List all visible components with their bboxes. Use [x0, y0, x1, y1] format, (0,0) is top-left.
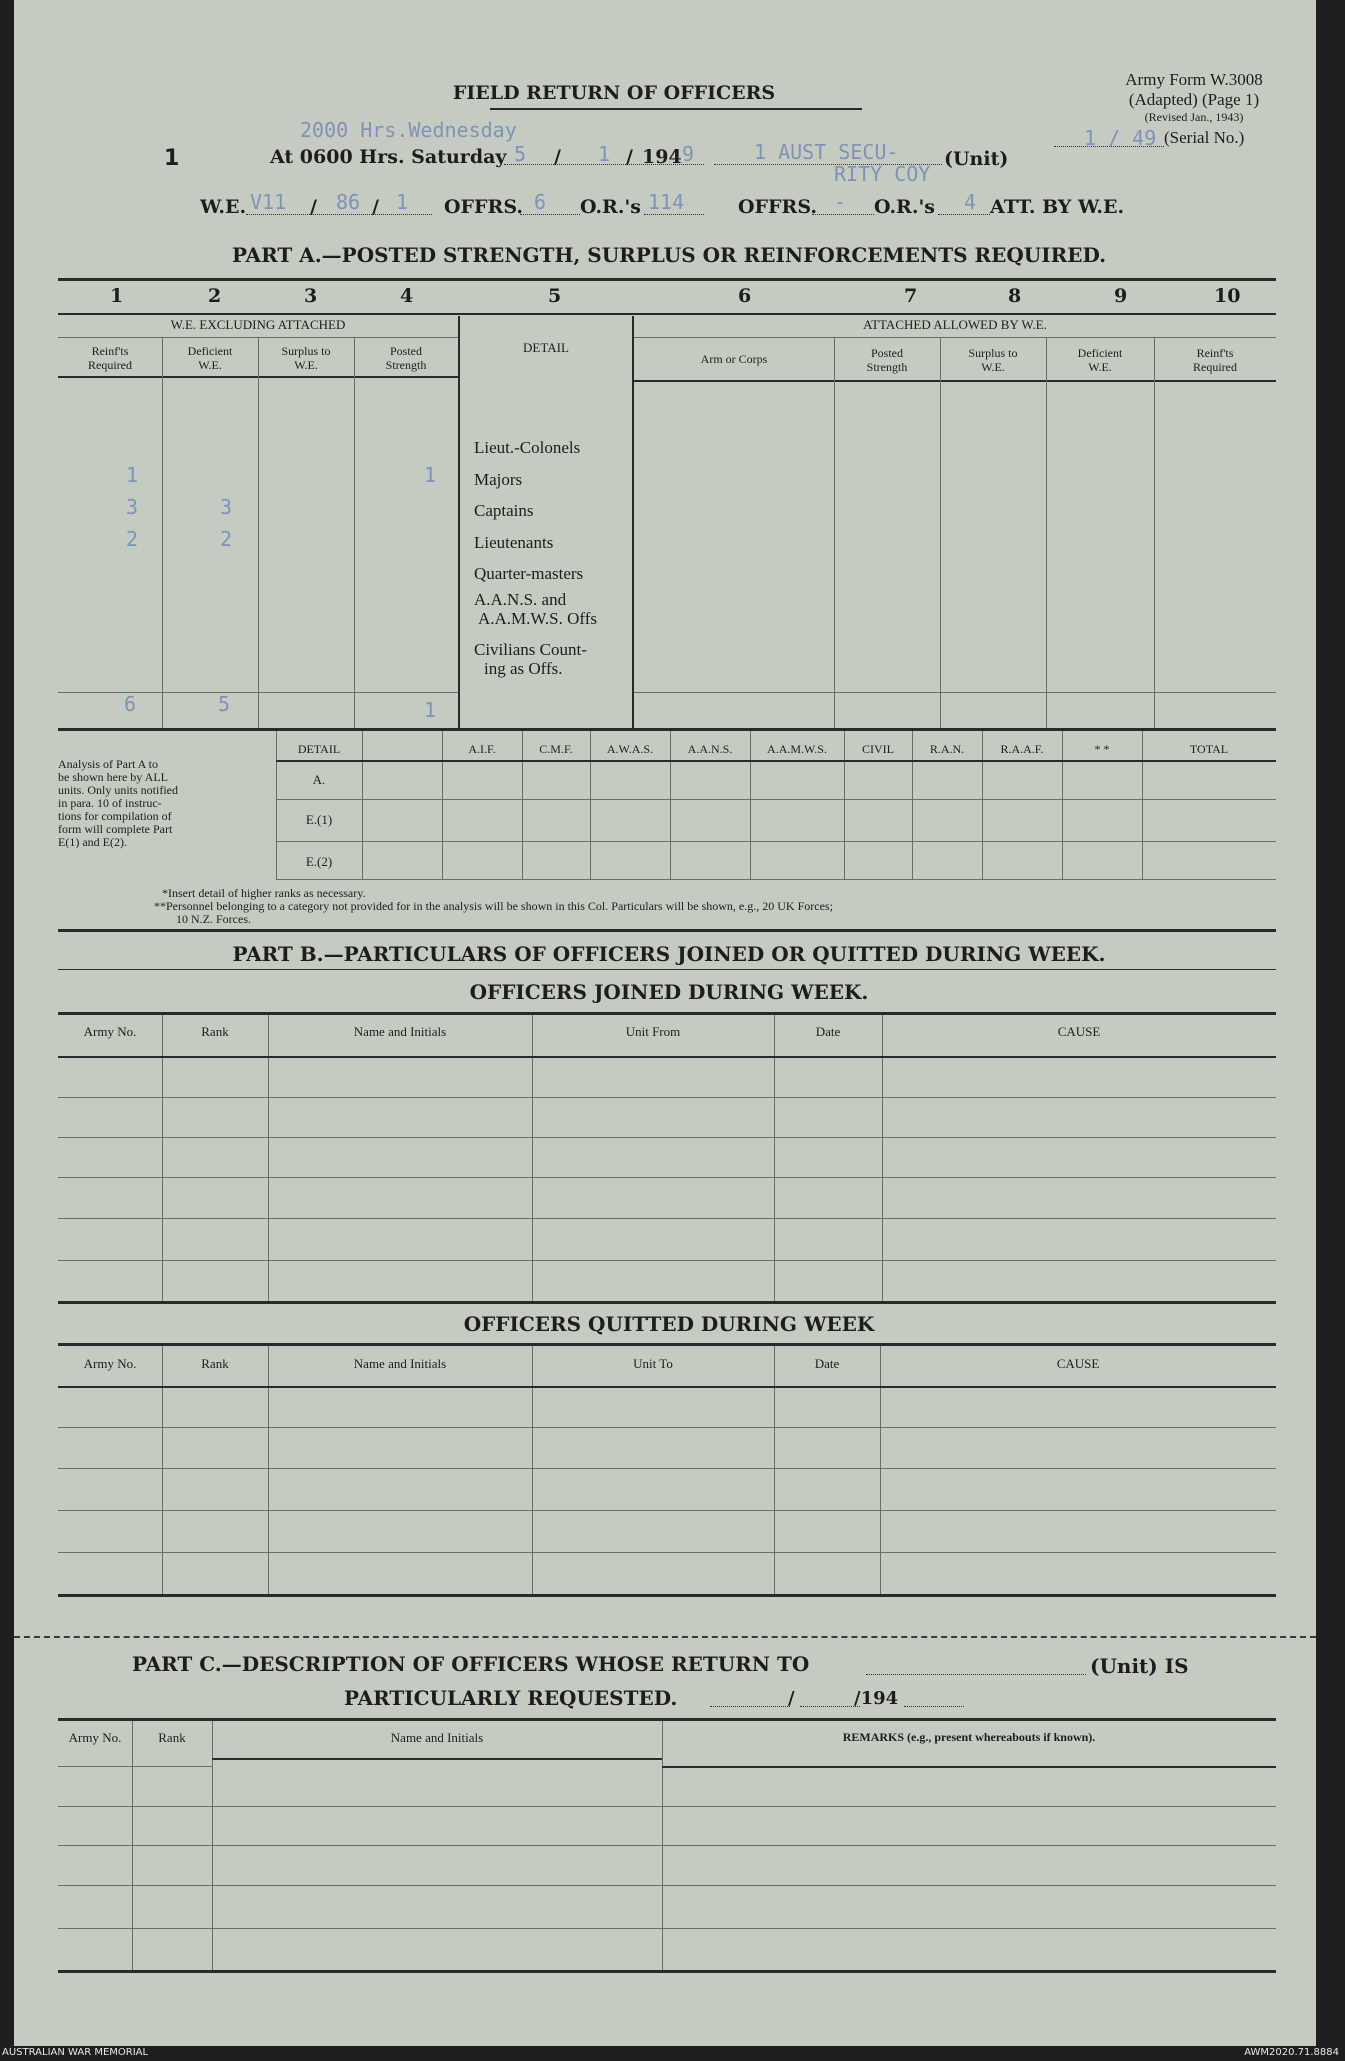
posted-header: Posted Strength [385, 344, 427, 372]
part-a-title: PART A.—POSTED STRENGTH, SURPLUS OR REINFORCEMENTS REQUIRED. [231, 243, 1107, 267]
day-value: 5 [514, 142, 527, 166]
detail-header: DETAIL [523, 340, 569, 355]
offrs-dots-2 [812, 214, 874, 215]
we-label: W.E. [200, 196, 247, 218]
analysis-row-e2: E.(2) [305, 854, 333, 869]
ranks-list: Lieut.-Colonels Majors Captains Lieutenants Quarter-masters [474, 438, 584, 583]
part-c-unit-is: (Unit) IS [1090, 1654, 1189, 1678]
joined-title: OFFICERS JOINED DURING WEEK. [469, 980, 869, 1004]
footnote-2: **Personnel belonging to a category not provided for in the analysis will be shown in this Col. Particulars will be shown, e.g., 20 UK Forces; [154, 899, 833, 913]
ors-label: O.R.'s [580, 196, 641, 218]
offrs-dots [520, 214, 580, 215]
analysis-row-a: A. [312, 772, 326, 787]
analysis-row-e1: E.(1) [305, 812, 333, 827]
footnote-3: 10 N.Z. Forces. [176, 912, 251, 926]
year-prefix: 194 [642, 146, 682, 168]
captains-reinf: 3 [126, 495, 139, 519]
tear-line [14, 1636, 1316, 1638]
year-suffix: 9 [682, 142, 695, 166]
ors-dots-2 [938, 214, 990, 215]
surplus2-header: Surplus to W.E. [968, 346, 1018, 374]
part-b-title: PART B.—PARTICULARS OF OFFICERS JOINED OR QUITTED DURING WEEK. [232, 942, 1106, 966]
we-value-3: 1 [396, 190, 409, 214]
we-excluding-header: W.E. EXCLUDING ATTACHED [170, 317, 346, 332]
ors-value: 114 [648, 190, 685, 214]
serial-value: 1 / 49 [1084, 126, 1157, 150]
offrs-value-2: - [834, 190, 847, 214]
attached-header: ATTACHED ALLOWED BY W.E. [863, 317, 1047, 332]
total-def: 5 [218, 692, 231, 716]
unit-value-1: 1 AUST SECU- [754, 140, 899, 164]
we-value-1: V11 [250, 190, 287, 214]
posted2-header: Posted Strength [866, 346, 908, 374]
deficient-header: Deficient W.E. [187, 344, 233, 372]
ors-value-2: 4 [964, 190, 977, 214]
deficient2-header: Deficient W.E. [1077, 346, 1123, 374]
army-form-number: Army Form W.3008 [1125, 70, 1263, 89]
form-paper: Army Form W.3008 (Adapted) (Page 1) (Revised Jan., 1943) 1 / 49 (Serial No.) FIELD RETURN OF OFFICERS 1 2000 Hrs.Wednesday At 0600 Hrs. Saturday 5 / 1 / 194 9 1 AUST SECU- RITY COY (Unit) W.E. V11 / 86 / 1 OFFRS. 6 O.R.'s 114 OFFRS. - O.R.'s 4 ATT. BY W.E. PART A.—POSTED STRENGTH, SURPLUS OR REINFORCEMENTS REQUIRED. 1 2 3 4 5 6 7 8 9 10 W.E. EXCLUDING ATTACHED ATTACHED ALLOWED BY W.E. DETAIL Reinf'ts Required Deficient W.E. Surplus to W.E. Posted Strength Arm or Corps Posted Strength Surplus to W.E. Deficient W.E. Reinf'ts Required Lieut.-Colonels Majors Captains Lieutenants Quarter-masters A.A.N.S. and A.A.M.W.S. Offs Civilians Count- ing as Offs. 1 1 3 3 2 2 6 5 1 Analysis of Part A to be shown here by ALL units. Only units notified in para. 10 of instruc- tions for compilation of form will complete Part E(1) and E(2). DETAIL A.I.F. C.M.F. A.W.A.S. A.A.N.S. A.A.M.W.S. CIVIL R.A.N. R.A.A.F. * * TOTAL A. E.(1) E.(2) *Insert detail of higher ranks as necessary. **Personnel belonging to a category not provided for in the analysis will be shown in this Col. Particulars will be shown, e.g., 20 UK Forces; 10 N.Z. Forces. PART B.—PARTICULARS OF OFFICERS JOINED OR QUITTED DURING WEEK. OFFICERS JOINED DURING WEEK. Army No. Rank Name and Initials Unit From Date CAUSE OFFICERS QUITTED DURING WEEK Army No. Rank Name and Initials Unit To Date CAUSE PART C.—DESCRIPTION OF OFFICERS WHOSE RETURN TO (Unit) IS PARTICULARLY REQUESTED. / /194 Army No. Rank Name and Initials REMARKS (e.g., present whereabouts if known). [14, 0, 1316, 2046]
lieuts-reinf: 2 [126, 527, 139, 551]
quitted-title: OFFICERS QUITTED DURING WEEK [463, 1312, 875, 1336]
form-title: FIELD RETURN OF OFFICERS [452, 82, 776, 104]
att-label: ATT. BY W.E. [990, 196, 1125, 218]
part-c-title-1: PART C.—DESCRIPTION OF OFFICERS WHOSE RETURN TO [132, 1652, 810, 1676]
reinfts-header: Reinf'ts Required [88, 344, 132, 372]
part-a-col-numbers: 1 2 3 4 5 6 7 8 9 10 [110, 285, 1241, 307]
part-c-date-suffix: /194 [854, 1688, 899, 1709]
surplus-header: Surplus to W.E. [281, 344, 331, 372]
serial-label: (Serial No.) [1164, 128, 1245, 147]
arm-corps-header: Arm or Corps [700, 352, 768, 366]
lieuts-def: 2 [220, 527, 233, 551]
total-posted: 1 [424, 698, 437, 722]
ors-dots [644, 214, 704, 215]
typed-time: 2000 Hrs.Wednesday [300, 118, 517, 142]
ors-label-2: O.R.'s [874, 196, 935, 218]
title-underline [490, 108, 862, 110]
revised-date: (Revised Jan., 1943) [1144, 110, 1244, 124]
majors-reinf: 1 [126, 463, 139, 487]
we-value-2: 86 [336, 190, 361, 214]
at-line-label: At 0600 Hrs. Saturday [270, 146, 507, 168]
month-value: 1 [598, 142, 611, 166]
offrs-label-2: OFFRS. [738, 196, 817, 218]
footer-right: AWM2020.71.8884 [1244, 2047, 1339, 2058]
analysis-note: Analysis of Part A to be shown here by ALL units. Only units notified in para. 10 of instruc- tions for compilation of form will complete Part E(1) and E(2). [58, 757, 178, 849]
captains-def: 3 [220, 495, 233, 519]
footer-left: AUSTRALIAN WAR MEMORIAL [2, 2047, 149, 2058]
offrs-label: OFFRS. [444, 196, 523, 218]
we-dots [246, 214, 432, 215]
reinfts2-header: Reinf'ts Required [1193, 346, 1237, 374]
part-c-title-2: PARTICULARLY REQUESTED. [344, 1686, 678, 1710]
tick-mark: 1 [164, 146, 180, 171]
unit-value-2: RITY COY [834, 162, 931, 186]
majors-posted: 1 [424, 463, 437, 487]
offrs-value: 6 [534, 190, 547, 214]
total-reinf: 6 [124, 692, 137, 716]
footnote-1: *Insert detail of higher ranks as necessary. [162, 886, 366, 900]
unit-label: (Unit) [944, 148, 1009, 170]
adapted-page: (Adapted) (Page 1) [1128, 90, 1260, 109]
